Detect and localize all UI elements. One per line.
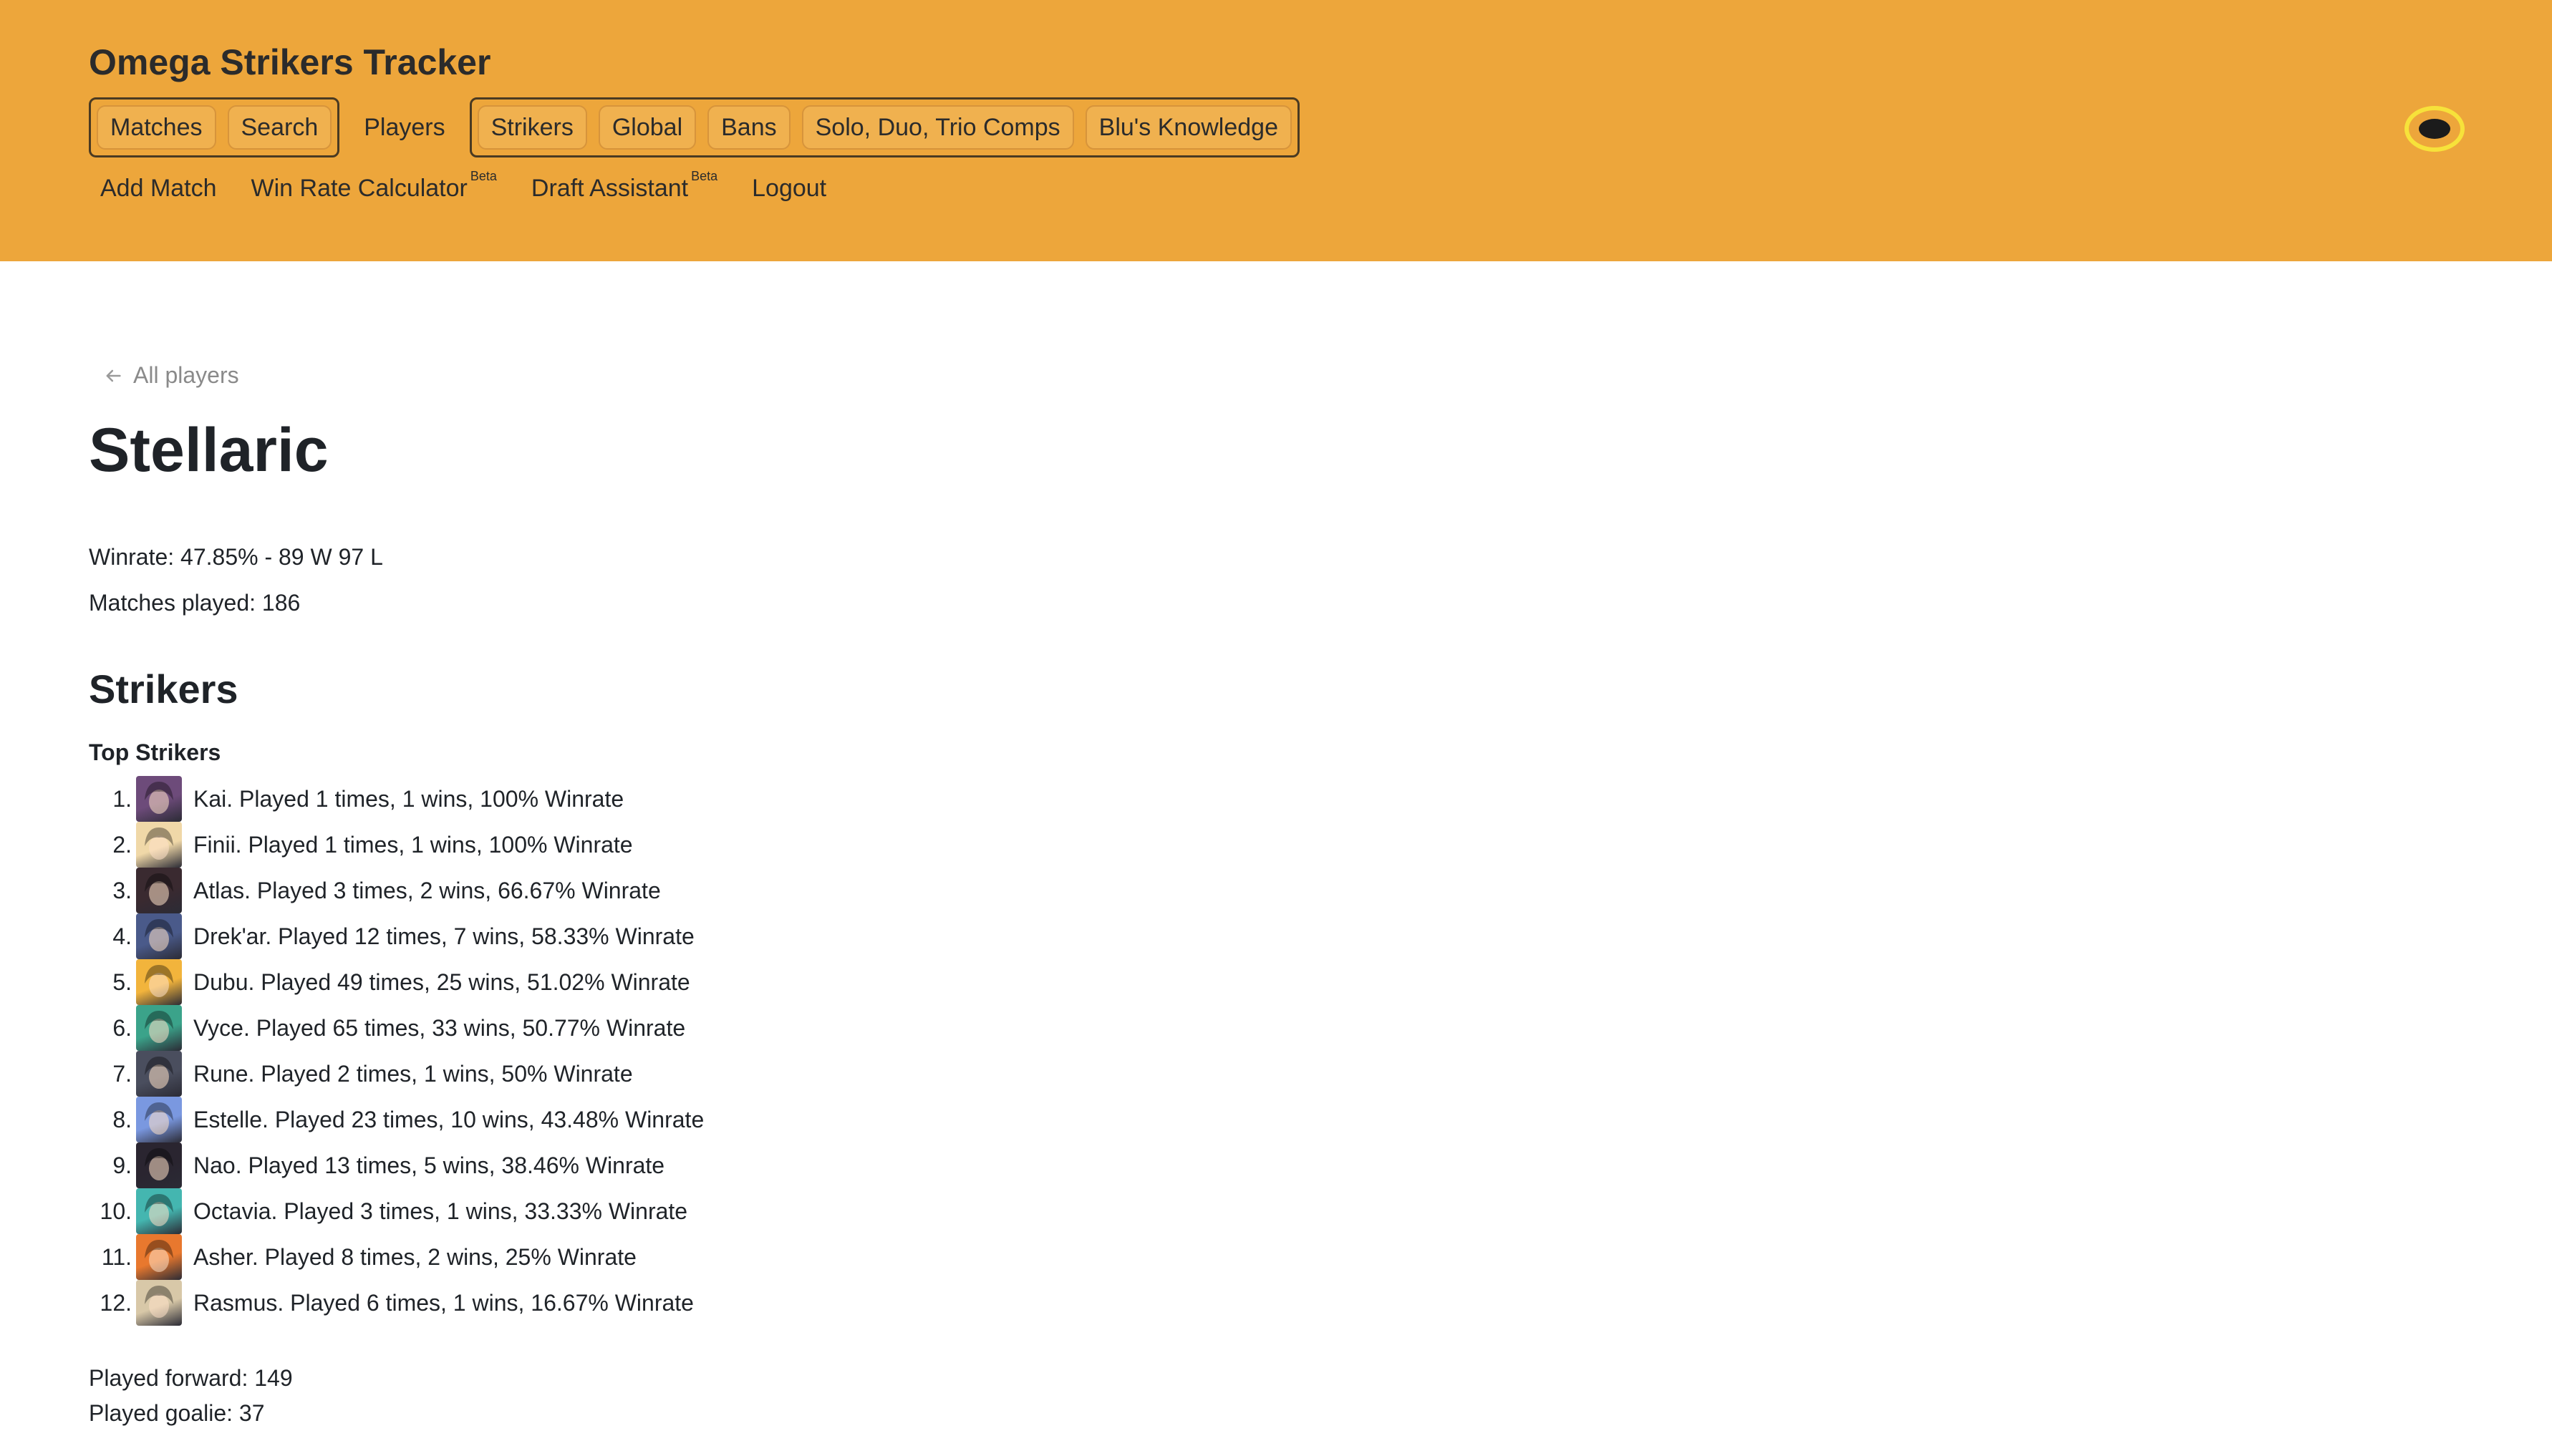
striker-rank: 3. (112, 877, 132, 903)
win-rate-calculator-link[interactable] (251, 169, 497, 203)
striker-rank: 5. (112, 969, 132, 995)
nav-group-matches (89, 97, 339, 157)
nav-strikers-button[interactable]: Strikers (478, 105, 587, 150)
striker-list-item (89, 1005, 1091, 1051)
nav-group-strikers (470, 97, 1300, 157)
player-name-heading: Stellaric (89, 416, 329, 485)
played-forward-stat: Played forward: 149 (89, 1365, 293, 1391)
striker-list-item (89, 1188, 1091, 1234)
winrate-stat: Winrate: 47.85% - 89 W 97 L (89, 544, 383, 570)
striker-list-item (89, 1051, 1091, 1097)
striker-rank: 2. (112, 831, 132, 858)
striker-stat-text: Kai. Played 1 times, 1 wins, 100% Winrate (193, 785, 624, 812)
nav-players-link[interactable]: Players (364, 113, 445, 141)
logout-link[interactable]: Logout (752, 175, 827, 202)
beta-badge: Beta (470, 169, 497, 183)
top-strikers-list (89, 776, 1091, 1326)
striker-rank: 9. (112, 1152, 132, 1178)
win-rate-calculator-label: Win Rate Calculator (251, 175, 468, 202)
striker-portrait-icon (136, 1188, 182, 1234)
striker-list-item (89, 1142, 1091, 1188)
striker-rank: 7. (112, 1060, 132, 1087)
striker-list-item (89, 1280, 1091, 1326)
striker-portrait-icon (136, 1142, 182, 1188)
theme-toggle-icon (2419, 119, 2450, 139)
nav-bans-button[interactable]: Bans (707, 105, 791, 150)
arrow-left-icon (103, 366, 123, 386)
primary-nav (89, 97, 1300, 157)
striker-portrait-icon (136, 1005, 182, 1051)
add-match-link[interactable]: Add Match (100, 175, 217, 202)
striker-rank: 4. (112, 923, 132, 949)
striker-portrait-icon (136, 868, 182, 913)
striker-stat-text: Rune. Played 2 times, 1 wins, 50% Winrate (193, 1060, 633, 1087)
striker-stat-text: Vyce. Played 65 times, 33 wins, 50.77% Winrate (193, 1014, 686, 1041)
theme-toggle-button[interactable] (2404, 106, 2465, 152)
striker-rank: 10. (100, 1198, 132, 1224)
striker-stat-text: Dubu. Played 49 times, 25 wins, 51.02% Winrate (193, 969, 690, 995)
striker-portrait-icon (136, 822, 182, 868)
app-title[interactable]: Omega Strikers Tracker (89, 42, 491, 82)
striker-list-item (89, 959, 1091, 1005)
striker-list-item (89, 822, 1091, 868)
beta-badge: Beta (691, 169, 718, 183)
striker-rank: 1. (112, 785, 132, 812)
striker-list-item (89, 1234, 1091, 1280)
striker-list-item (89, 868, 1091, 913)
back-to-players-link[interactable] (103, 362, 239, 389)
striker-stat-text: Octavia. Played 3 times, 1 wins, 33.33% Winrate (193, 1198, 688, 1224)
secondary-nav (100, 169, 827, 203)
nav-global-button[interactable]: Global (599, 105, 696, 150)
strikers-heading: Strikers (89, 666, 238, 712)
back-link-label: All players (133, 362, 239, 388)
striker-stat-text: Finii. Played 1 times, 1 wins, 100% Winrate (193, 831, 633, 858)
striker-portrait-icon (136, 913, 182, 959)
striker-rank: 11. (101, 1243, 132, 1270)
top-strikers-heading: Top Strikers (89, 739, 221, 765)
striker-portrait-icon (136, 959, 182, 1005)
striker-portrait-icon (136, 1280, 182, 1326)
nav-blus-knowledge-button[interactable]: Blu's Knowledge (1086, 105, 1292, 150)
striker-stat-text: Rasmus. Played 6 times, 1 wins, 16.67% Winrate (193, 1289, 694, 1316)
striker-rank: 12. (100, 1289, 132, 1316)
draft-assistant-link[interactable] (531, 169, 718, 203)
played-goalie-stat: Played goalie: 37 (89, 1400, 265, 1426)
matches-played-stat: Matches played: 186 (89, 590, 301, 616)
striker-stat-text: Nao. Played 13 times, 5 wins, 38.46% Winrate (193, 1152, 665, 1178)
striker-portrait-icon (136, 776, 182, 822)
striker-stat-text: Estelle. Played 23 times, 10 wins, 43.48% Winrate (193, 1106, 705, 1132)
striker-portrait-icon (136, 1097, 182, 1142)
striker-list-item (89, 776, 1091, 822)
striker-portrait-icon (136, 1234, 182, 1280)
nav-search-button[interactable]: Search (228, 105, 332, 150)
striker-rank: 8. (112, 1106, 132, 1132)
striker-stat-text: Asher. Played 8 times, 2 wins, 25% Winrate (193, 1243, 637, 1270)
nav-matches-button[interactable]: Matches (97, 105, 216, 150)
nav-comps-button[interactable]: Solo, Duo, Trio Comps (802, 105, 1074, 150)
top-header (0, 0, 2552, 261)
striker-stat-text: Drek'ar. Played 12 times, 7 wins, 58.33% Winrate (193, 923, 695, 949)
draft-assistant-label: Draft Assistant (531, 175, 689, 202)
striker-rank: 6. (112, 1014, 132, 1041)
striker-list-item (89, 913, 1091, 959)
striker-portrait-icon (136, 1051, 182, 1097)
striker-stat-text: Atlas. Played 3 times, 2 wins, 66.67% Winrate (193, 877, 661, 903)
striker-list-item (89, 1097, 1091, 1142)
